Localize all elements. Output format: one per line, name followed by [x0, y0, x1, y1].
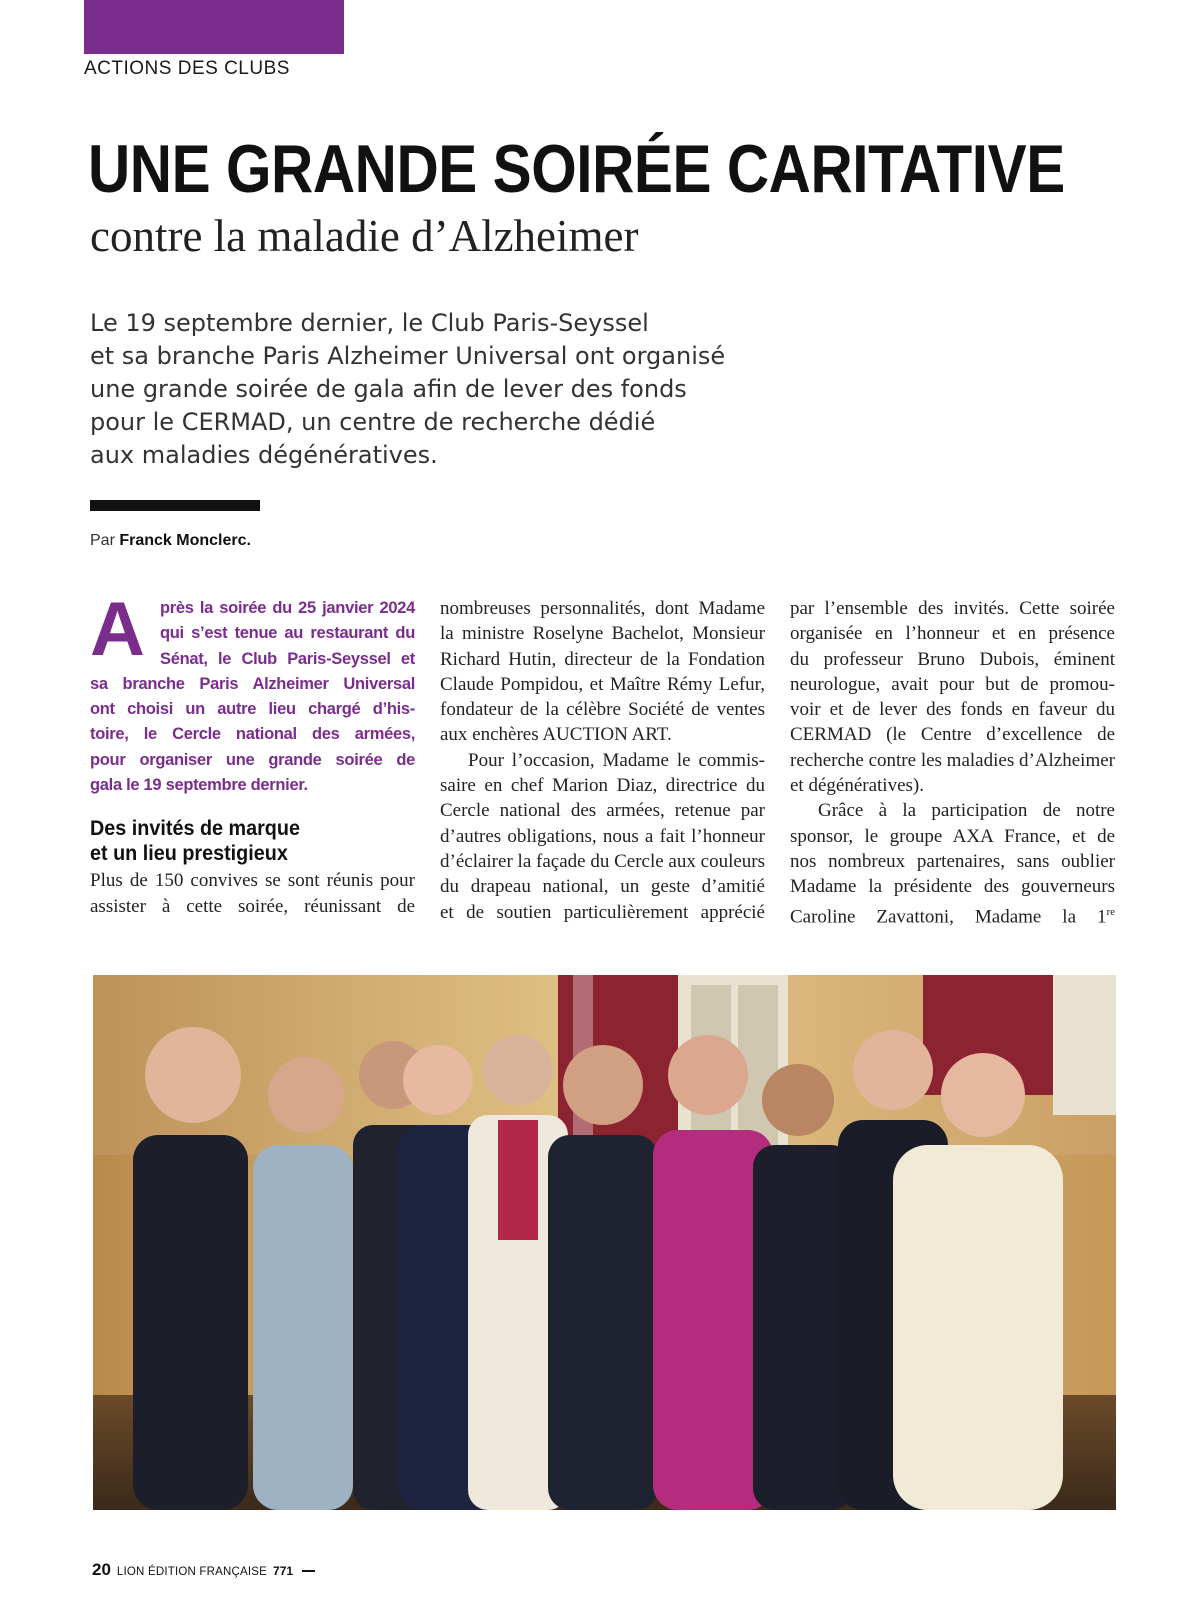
body-text: Caroline Zavattoni, Madame la 1: [790, 905, 1107, 927]
lead-line: ont choisi un autre lieu chargé d’his-: [90, 700, 415, 719]
intro-line: aux maladies dégénératives.: [90, 441, 438, 469]
issue-number: 771: [273, 1564, 294, 1578]
drop-cap: A: [90, 587, 145, 672]
lead-line: Sénat, le Club Paris-Seyssel et: [160, 649, 415, 668]
intro-line: une grande soirée de gala afin de lever des fonds: [90, 375, 687, 403]
body-line: voir et de lever des fonds en faveur du: [790, 699, 1115, 721]
lead-line: pour organiser une grande soirée de: [90, 750, 415, 769]
article-intro: [90, 307, 790, 472]
body-line: par l’ensemble des invités. Cette soirée: [790, 598, 1115, 619]
section-subheading: [90, 816, 389, 866]
section-label: ACTIONS DES CLUBS: [84, 58, 290, 79]
lead-line: qui s’est tenue au restaurant du: [160, 624, 415, 643]
body-line: fondateur de la célèbre Société de ventes: [440, 699, 765, 721]
superscript: re: [1106, 905, 1115, 918]
body-line: Cercle national des armées, retenue par: [440, 800, 765, 822]
article-title: UNE GRANDE SOIRÉE CARITATIVE: [88, 131, 1065, 207]
body-line: Grâce à la participation de notre: [818, 800, 1115, 822]
body-line: organisée en l’honneur et en présence: [790, 623, 1115, 645]
body-line: la ministre Roselyne Bachelot, Monsieur: [440, 623, 765, 645]
lead-line: gala le 19 septembre dernier.: [90, 776, 308, 795]
body-line: du professeur Bruno Dubois, éminent: [790, 648, 1115, 670]
body-line: assister à cette soirée, réunissant de: [90, 895, 415, 917]
article-subtitle: contre la maladie d’Alzheimer: [90, 211, 639, 261]
publication-name: LION ÉDITION FRANÇAISE: [116, 1566, 268, 1578]
body-line: nos nombreux partenaires, sans oublier: [790, 850, 1115, 872]
body-line: CERMAD (le Centre d’excellence de: [790, 724, 1115, 746]
body-line: d’éclairer la façade du Cercle aux couleurs: [440, 850, 765, 872]
body-line: [790, 900, 1115, 930]
body-line: sponsor, le groupe AXA France, et de: [790, 825, 1115, 847]
body-line: du drapeau national, un geste d’amitié: [440, 876, 765, 898]
byline: [90, 532, 251, 550]
intro-line: pour le CERMAD, un centre de recherche dédié: [90, 408, 656, 436]
page-footer: [92, 1560, 315, 1580]
subheading-line: et un lieu prestigieux: [90, 841, 288, 866]
body-line: Pour l’occasion, Madame le commis-: [468, 749, 765, 771]
body-line: Claude Pompidou, et Maître Rémy Lefur,: [440, 673, 765, 695]
body-line: et dégénératives).: [790, 775, 924, 797]
body-line: aux enchères AUCTION ART.: [440, 724, 672, 746]
byline-author: Franck Monclerc.: [119, 532, 251, 549]
body-line: Madame la présidente des gouverneurs: [790, 876, 1115, 898]
intro-line: et sa branche Paris Alzheimer Universal ont organisé: [90, 342, 726, 370]
body-line: Richard Hutin, directeur de la Fondation: [440, 648, 765, 670]
footer-dash: [302, 1570, 315, 1572]
divider-rule: [90, 500, 260, 511]
column-3: [790, 596, 1115, 929]
column-2: [440, 596, 765, 925]
body-line: nombreuses personnalités, dont Madame: [440, 598, 765, 619]
byline-prefix: Par: [90, 532, 115, 549]
subheading-line: Des invités de marque: [90, 816, 300, 841]
body-line: recherche contre les maladies d’Alzheimer: [790, 749, 1115, 771]
section-color-bar: [84, 0, 344, 54]
group-photo: [93, 975, 1116, 1510]
body-line: neurologue, avait pour but de promou-: [790, 673, 1115, 695]
lead-line: près la soirée du 25 janvier 2024: [160, 599, 415, 617]
body-line: et de soutien particulièrement apprécié: [440, 901, 765, 923]
body-line: Plus de 150 convives se sont réunis pour: [90, 870, 415, 892]
lead-paragraph: [90, 587, 415, 798]
body-line: d’autres obligations, nous a fait l’honneur: [440, 825, 765, 847]
page-number: 20: [92, 1560, 111, 1579]
intro-line: Le 19 septembre dernier, le Club Paris-Seyssel: [90, 309, 649, 337]
column-1: [90, 587, 415, 919]
lead-line: toire, le Cercle national des armées,: [90, 725, 415, 744]
body-line: saire en chef Marion Diaz, directrice du: [440, 775, 765, 797]
lead-line: sa branche Paris Alzheimer Universal: [90, 674, 415, 693]
